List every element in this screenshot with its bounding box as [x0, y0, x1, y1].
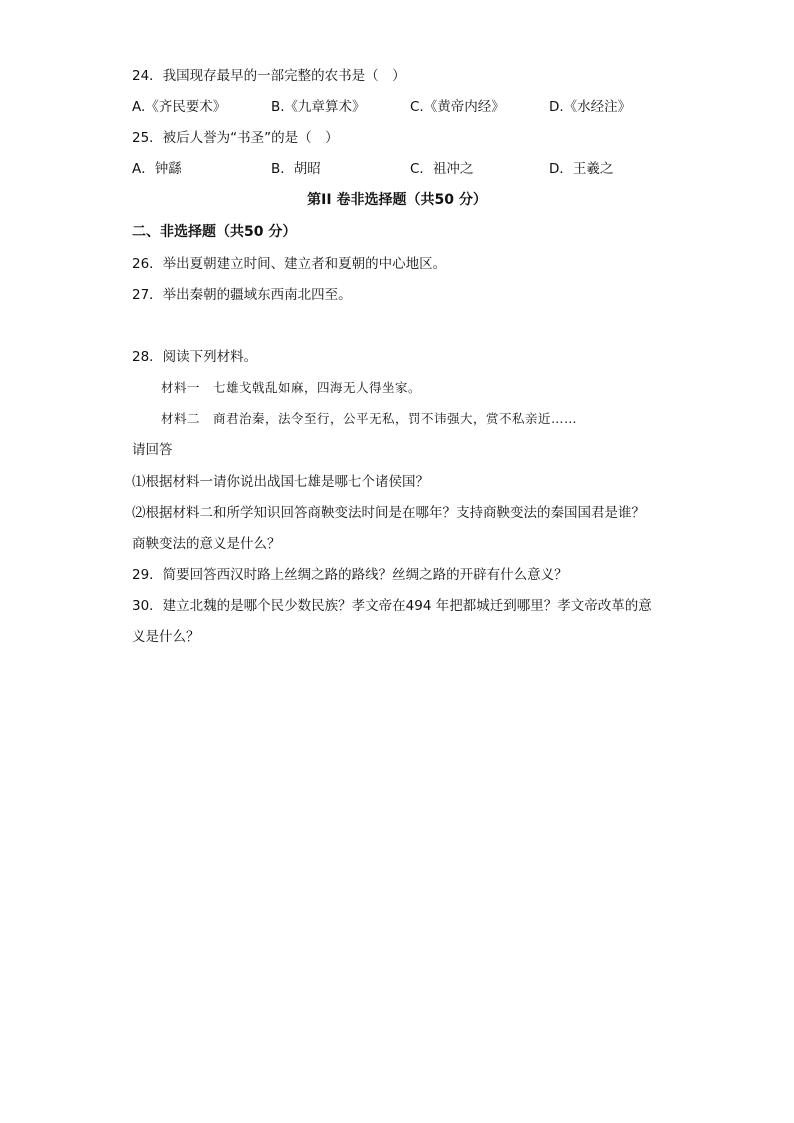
question-24-options — [132, 97, 672, 117]
question-25-option-b: B．胡昭 — [271, 161, 321, 177]
question-24-option-d: D.《水经注》 — [549, 99, 632, 115]
section-two-heading: 二、非选择题（共50 分） — [132, 224, 297, 240]
question-24-option-a: A.《齐民要术》 — [132, 99, 227, 115]
question-28-stem: 28．阅读下列材料。 — [132, 349, 258, 365]
question-24-stem: 24．我国现存最早的一部完整的农书是（ ） — [132, 68, 406, 84]
question-25-stem: 25．被后人誉为“书圣”的是（ ） — [132, 130, 339, 146]
question-25-option-a: A．钟繇 — [132, 161, 182, 177]
question-24-option-b: B.《九章算术》 — [271, 99, 366, 115]
question-30-line-one: 30．建立北魏的是哪个民少数民族？孝文帝在494 年把都城迁到哪里？孝文帝改革的意 — [132, 598, 652, 614]
question-28-material-one: 材料一 七雄戈戟乱如麻，四海无人得坐家。 — [161, 380, 422, 395]
question-24-option-c: C.《黄帝内经》 — [410, 99, 505, 115]
question-28-material-two: 材料二 商君治秦，法令至行，公平无私，罚不讳强大，赏不私亲近…… — [161, 411, 578, 426]
question-28-sub-two-line-one: ⑵根据材料二和所学知识回答商鞅变法时间是在哪年？支持商鞅变法的秦国国君是谁？ — [132, 505, 645, 521]
part-two-title: 第II 卷非选择题（共50 分） — [307, 192, 487, 208]
question-26: 26．举出夏朝建立时间、建立者和夏朝的中心地区。 — [132, 256, 447, 272]
question-25-option-d: D．王羲之 — [549, 161, 614, 177]
question-25-options — [132, 159, 672, 179]
question-28-sub-one: ⑴根据材料一请你说出战国七雄是哪七个诸侯国？ — [132, 474, 429, 490]
question-29: 29．简要回答西汉时路上丝绸之路的路线？丝绸之路的开辟有什么意义？ — [132, 567, 568, 583]
question-28-sub-two-line-two: 商鞅变法的意义是什么？ — [132, 536, 281, 552]
question-28-prompt: 请回答 — [132, 442, 173, 458]
question-30-line-two: 义是什么？ — [132, 629, 200, 645]
question-25-option-c: C．祖冲之 — [410, 161, 474, 177]
question-27: 27．举出秦朝的疆域东西南北四至。 — [132, 287, 352, 303]
